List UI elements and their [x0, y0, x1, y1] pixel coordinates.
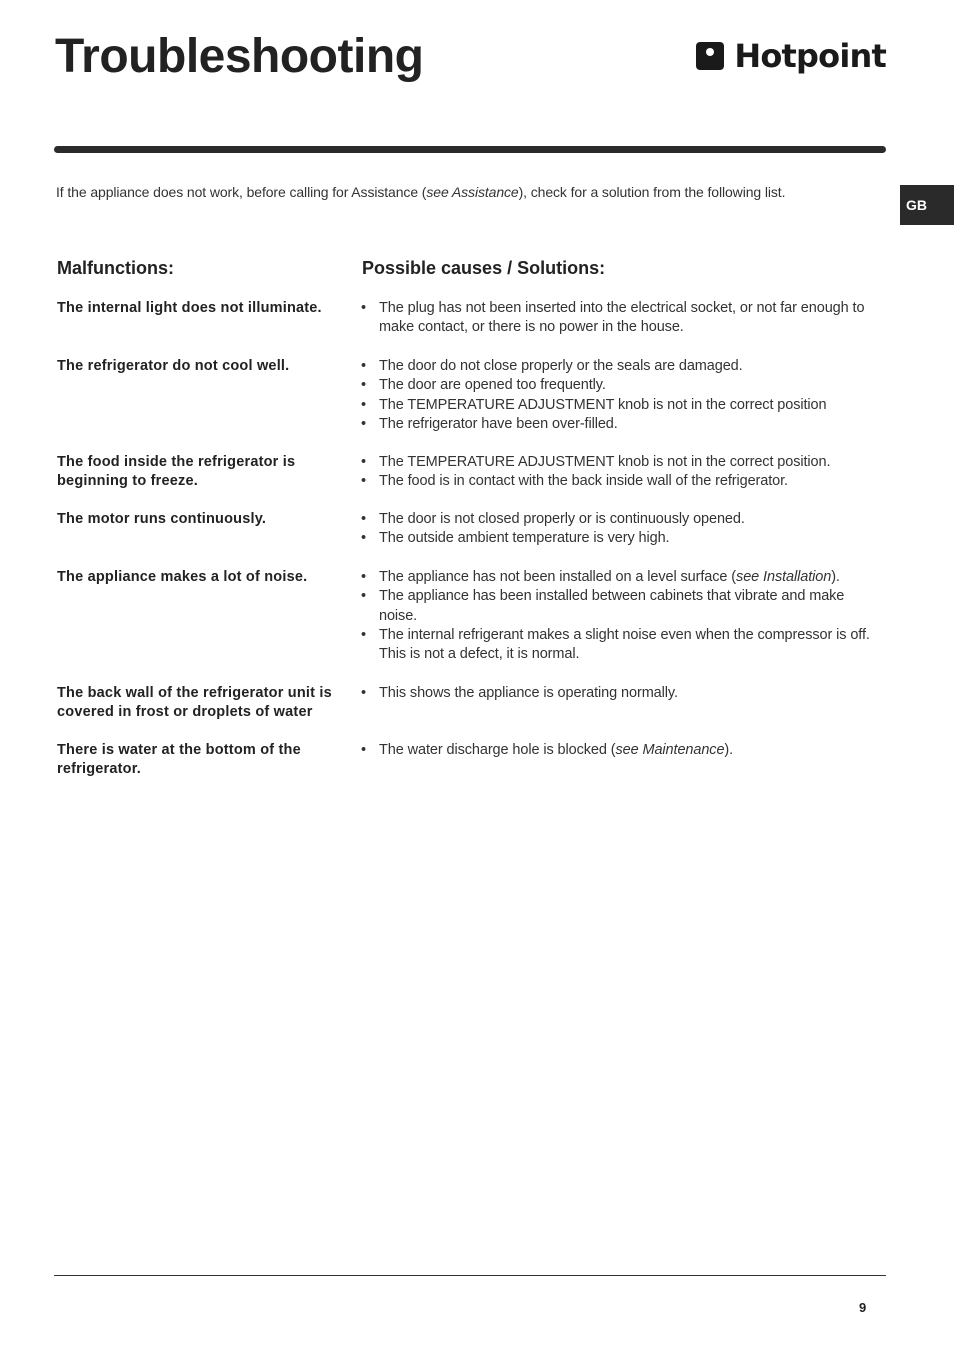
solution-item: • The appliance has been installed between cabinets that vibrate and make noise.	[361, 587, 876, 626]
solutions-list	[361, 741, 876, 760]
intro-assistance-reference: see Assistance	[426, 184, 519, 200]
solution-item: • The internal refrigerant makes a slight noise even when the compressor is off. This is not a defect, it is normal.	[361, 626, 876, 665]
solution-item: • The TEMPERATURE ADJUSTMENT knob is not in the correct position.	[361, 453, 876, 472]
solutions-list	[361, 357, 876, 434]
malfunction-text: The back wall of the refrigerator unit is covered in frost or droplets of water	[57, 685, 332, 721]
malfunctions-heading: Malfunctions:	[57, 258, 174, 278]
solutions-list	[361, 299, 876, 338]
page-title: Troubleshooting	[55, 30, 424, 83]
solution-item: • The appliance has not been installed on a level surface (see Installation).	[361, 568, 876, 587]
solution-item: • The door are opened too frequently.	[361, 376, 876, 395]
solution-item: • The water discharge hole is blocked (see Maintenance).	[361, 741, 876, 760]
page-number: 9	[859, 1300, 867, 1315]
solution-item: • The TEMPERATURE ADJUSTMENT knob is not in the correct position	[361, 396, 876, 415]
solution-item: • The refrigerator have been over-filled.	[361, 415, 876, 434]
malfunction-text: The motor runs continuously.	[57, 511, 267, 527]
intro-text-start: If the appliance does not work, before calling for Assistance (	[56, 184, 427, 200]
solution-item: • The door is not closed properly or is continuously opened.	[361, 510, 876, 529]
solution-item: • The door do not close properly or the seals are damaged.	[361, 357, 876, 376]
solutions-list	[361, 684, 876, 703]
solutions-list	[361, 510, 876, 549]
malfunction-text: The internal light does not illuminate.	[57, 300, 322, 316]
installation-reference: see Installation	[736, 569, 832, 585]
maintenance-reference: see Maintenance	[615, 742, 725, 758]
footer-divider	[54, 1275, 886, 1276]
solution-item: • The plug has not been inserted into the electrical socket, or not far enough to make contact, or there is no power in the house.	[361, 299, 876, 338]
malfunction-text: The appliance makes a lot of noise.	[57, 569, 308, 585]
intro-text-end: ), check for a solution from the following list.	[518, 184, 786, 200]
language-tab: GB	[900, 185, 954, 225]
malfunction-text: There is water at the bottom of the refrigerator.	[57, 742, 301, 778]
hotpoint-logo-icon	[696, 42, 724, 70]
brand-name: Hotpoint	[734, 37, 886, 75]
brand-logo	[696, 38, 886, 74]
solution-item: • The food is in contact with the back inside wall of the refrigerator.	[361, 472, 876, 491]
solutions-list	[361, 568, 876, 664]
solution-item: • This shows the appliance is operating normally.	[361, 684, 876, 703]
solutions-heading: Possible causes / Solutions:	[362, 258, 606, 278]
malfunction-text: The refrigerator do not cool well.	[57, 358, 290, 374]
solution-item: • The outside ambient temperature is very high.	[361, 529, 876, 548]
intro-text	[56, 183, 856, 201]
malfunction-text: The food inside the refrigerator is beginning to freeze.	[57, 454, 296, 490]
solutions-list	[361, 453, 876, 492]
title-divider	[54, 146, 886, 153]
